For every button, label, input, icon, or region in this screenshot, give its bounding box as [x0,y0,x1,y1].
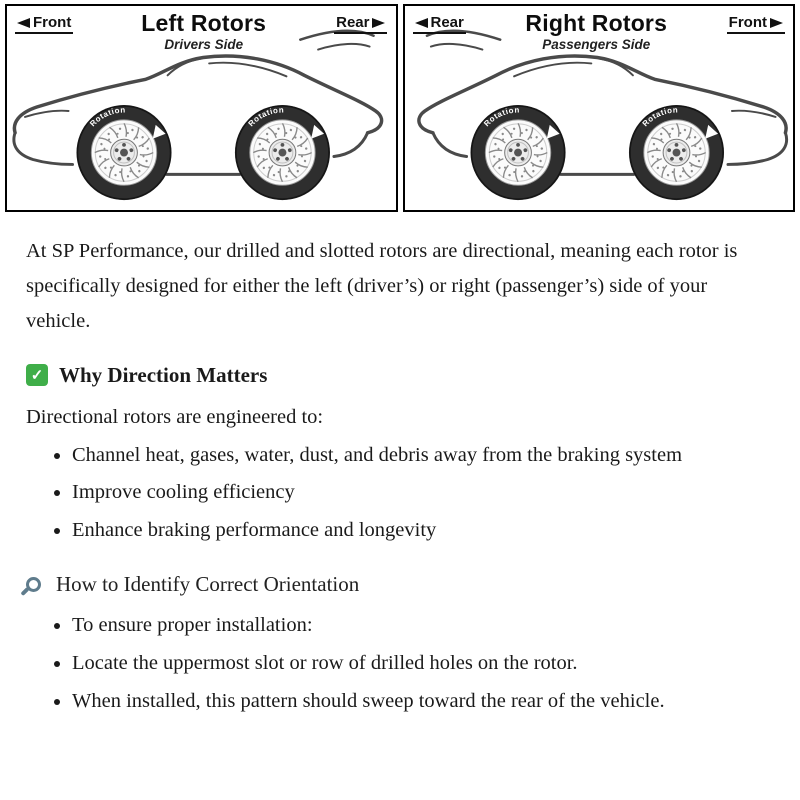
panel-subtitle: Drivers Side [164,37,244,53]
panel-title: Left Rotors [141,10,267,36]
rear-direction-label [413,14,466,34]
article-body [0,216,800,754]
rear-direction-label [334,14,387,34]
why-bullets-list [26,439,774,548]
front-direction-label [727,14,785,34]
right-panel-header [413,11,786,53]
left-panel-titles [141,11,266,53]
arrow-right-icon [372,18,385,28]
direction-label-text: Front [33,14,72,31]
arrow-right-icon [770,18,783,28]
rotor-direction-diagram [0,0,800,216]
direction-label-text: Rear [336,14,370,31]
front-wheel-rotor [76,105,171,200]
list-item: • Enhance braking performance and longevity [72,514,774,548]
list-item: • Channel heat, gases, water, dust, and debris away from the braking system [72,439,774,473]
right-panel-titles [525,11,667,53]
front-direction-label [15,14,73,34]
intro-paragraph: At SP Performance, our drilled and slotted rotors are directional, meaning each rotor is specifically designed for either the left (driver’s) or right (passenger’s) side of your vehicle. [26,240,738,332]
arrow-left-icon [17,18,30,28]
list-item: • Improve cooling efficiency [72,476,774,510]
direction-label-text: Front [728,14,767,31]
list-item: • To ensure proper installation: [72,609,774,643]
heading-text: Why Direction Matters [59,362,268,387]
rear-wheel-rotor [235,105,330,200]
engineered-to-lead: Directional rotors are engineered to: [26,405,324,428]
list-item: • Locate the uppermost slot or row of drilled holes on the rotor. [72,647,774,681]
check-icon: ✓ [26,364,48,386]
magnifier-icon [26,577,41,592]
list-item: • When installed, this pattern should sweep toward the rear of the vehicle. [72,685,774,719]
direction-label-text: Rear [430,14,464,31]
panel-subtitle: Passengers Side [542,37,651,53]
rear-wheel-rotor [628,105,723,200]
front-wheel-rotor [470,105,565,200]
heading-text: How to Identify Correct Orientation [56,571,360,596]
left-rotors-panel [5,4,398,212]
why-direction-matters-heading [26,363,774,388]
right-rotors-panel [403,4,796,212]
arrow-left-icon [415,18,428,28]
identify-orientation-heading [26,572,774,597]
identify-bullets-list [26,609,774,718]
left-panel-header [15,11,388,53]
panel-title: Right Rotors [525,10,668,36]
